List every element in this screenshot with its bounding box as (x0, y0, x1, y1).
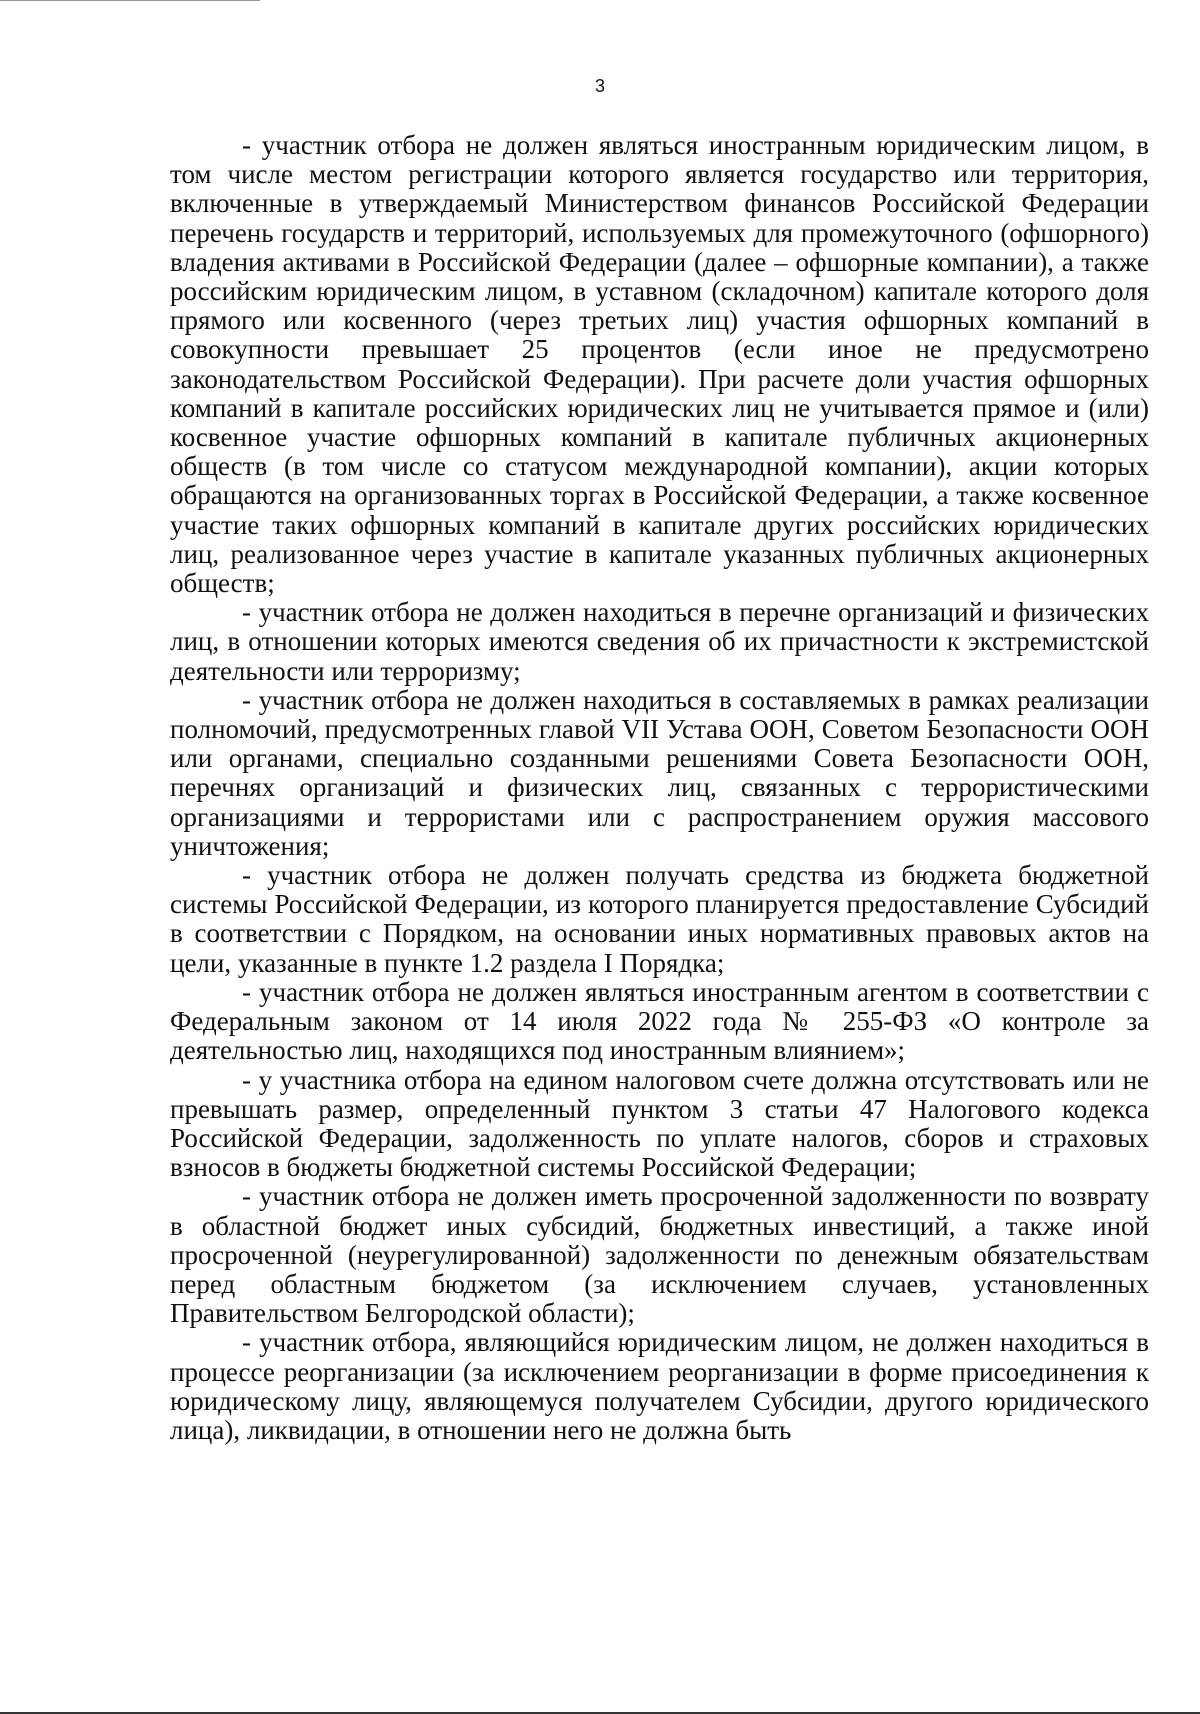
paragraph-budget-funds: - участник отбора не должен получать средства из бюджета бюджетной системы Российской Федерации, из которого планируется предоставление Субсидий в соответствии с Порядком, на основании иных нормативных правовых актов на цели, указанные в пункте 1.2 раздела I Порядка; (170, 860, 1149, 978)
paragraph-tax-debt: - у участника отбора на едином налоговом счете должна отсутствовать или не превышать размер, определенный пунктом 3 статьи 47 Налогового кодекса Российской Федерации, задолженность по уплате налогов, сборов и страховых взносов в бюджеты бюджетной системы Российской Федерации; (170, 1064, 1149, 1183)
paragraph-extremism-list: - участник отбора не должен находиться в перечне организаций и физических лиц, в отношении которых имеются сведения об их причастности к экстремистской деятельности или терроризму; (170, 597, 1149, 686)
paragraph-overdue-debt: - участник отбора не должен иметь просроченной задолженности по возврату в областной бюджет иных субсидий, бюджетных инвестиций, а также иной просроченной (неурегулированной) задолженности по денежным обязательствам перед областным бюджетом (за исключением случаев, установленных Правительством Белгородской области); (170, 1181, 1149, 1329)
paragraph-offshore-companies: - участник отбора не должен являться иностранным юридическим лицом, в том числе местом регистрации которого является государство или территория, включенные в утверждаемый Министерством финансов Российской Федерации перечень государств и территорий, используемых для промежуточного (офшорного) владения активами в Российской Федерации (далее – офшорные компании), а также российским юридическим лицом, в уставном (складочном) капитале которого доля прямого или косвенного (через третьих лиц) участия офшорных компаний в совокупности превышает 25 процентов (если иное не предусмотрено законодательством Российской Федерации). При расчете доли участия офшорных компаний в капитале российских юридических лиц не учитывается прямое и (или) косвенное участие офшорных компаний в капитале публичных акционерных обществ (в том числе со статусом международной компании), акции которых обращаются на организованных торгах в Российской Федерации, а также косвенное участие таких офшорных компаний в капитале других российских юридических лиц, реализованное через участие в капитале указанных публичных акционерных обществ; (170, 130, 1149, 599)
paragraph-un-security-council-lists: - участник отбора не должен находиться в составляемых в рамках реализации полномочий, предусмотренных главой VII Устава ООН, Советом Безопасности ООН или органами, специально созданными решениями Совета Безопасности ООН, перечнях организаций и физических лиц, связанных с террористическими организациями и террористами или с распространением оружия массового уничтожения; (170, 684, 1149, 861)
scan-edge-line (0, 0, 260, 1)
document-body (170, 131, 1149, 1445)
page-number: 3 (594, 76, 605, 96)
paragraph-reorganization: - участник отбора, являющийся юридическим лицом, не должен находиться в процессе реорганизации (за исключением реорганизации в форме присоединения к юридическому лицу, являющемуся получателем Субсидии, другого юридического лица), ликвидации, в отношении него не должна быть (170, 1327, 1149, 1445)
paragraph-foreign-agent: - участник отбора не должен являться иностранным агентом в соответствии с Федеральным законом от 14 июля 2022 года № 255-ФЗ «О контроле за деятельностью лиц, находящихся под иностранным влиянием»; (170, 976, 1149, 1066)
